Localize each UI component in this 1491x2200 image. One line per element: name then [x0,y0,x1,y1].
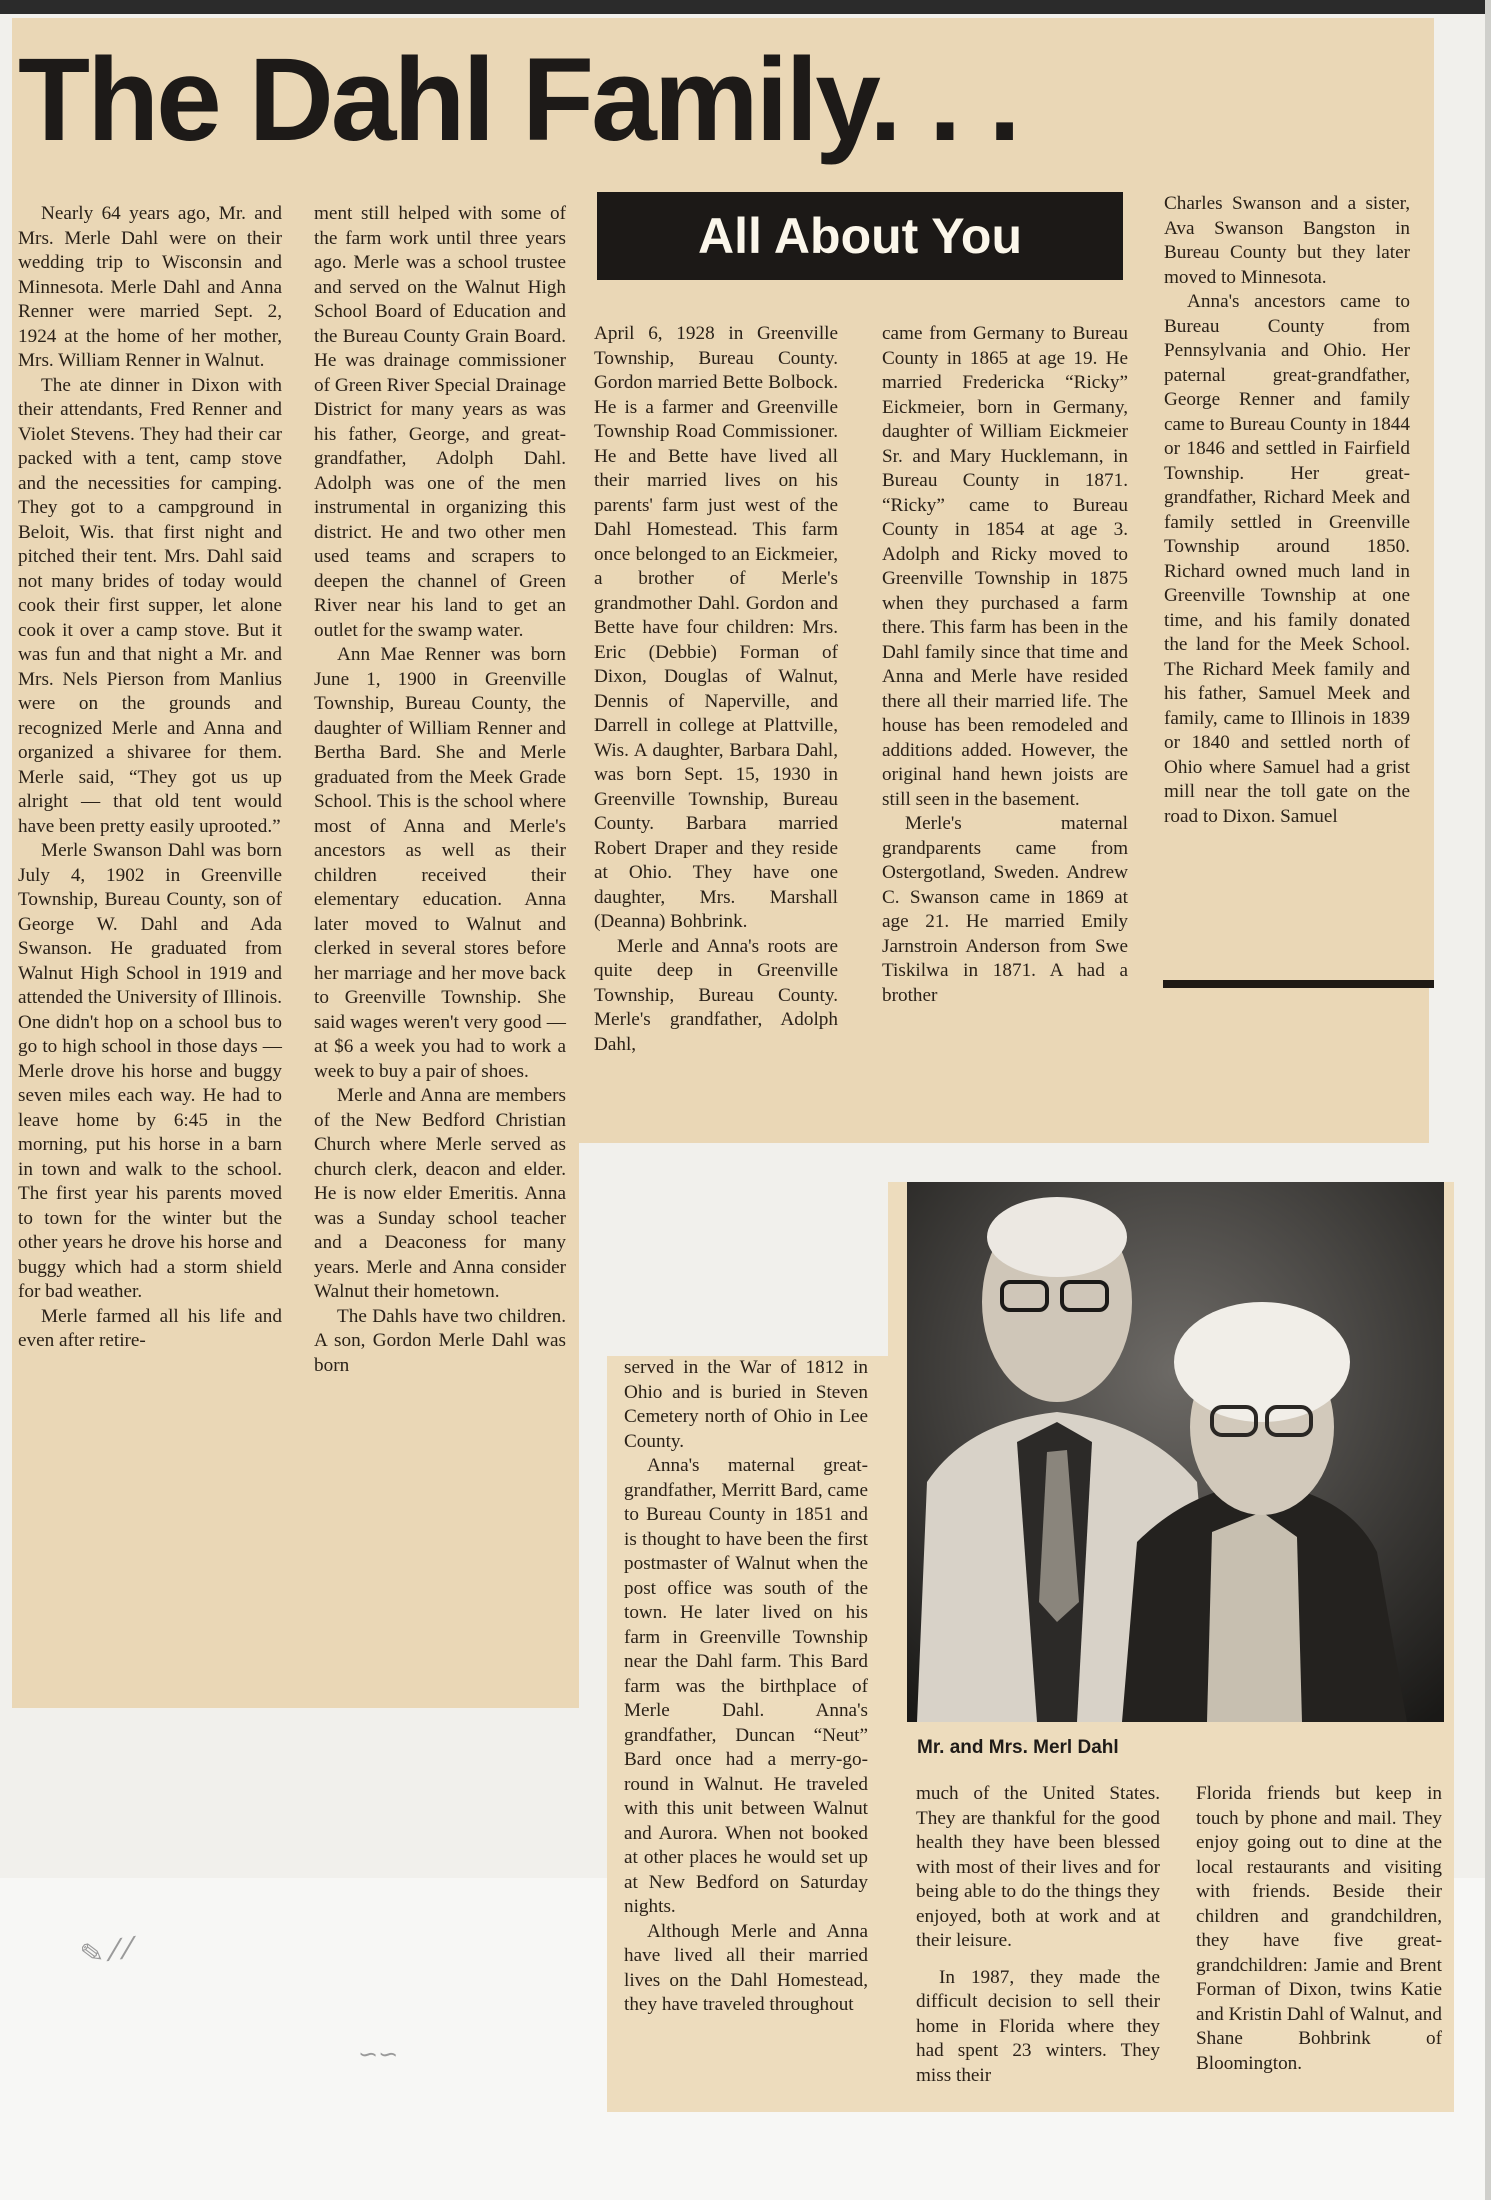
clipping-edge-rule [1163,980,1434,988]
paragraph: April 6, 1928 in Greenville Township, Bureau County. Gordon married Bette Bolbock. He is a farmer and Greenville Township Road Commissioner. He and Bette have lived all their married lives on his parents' farm just west of the Dahl Homestead. This farm once belonged to an Eickmeier, a brother of Merle's grandmother Dahl. Gordon and Bette have four children: Mrs. Eric (Debbie) Forman of Dixon, Douglas of Walnut, Dennis of Naperville, and Darrell in college at Plattville, Wis. A daughter, Barbara Dahl, was born Sept. 15, 1930 in Greenville Township, Bureau County. Barbara married Robert Draper and they reside at Ohio. They have one daughter, Mrs. Marshall (Deanna) Bohbrink. [594,323,838,932]
paragraph: Merle and Anna's roots are quite deep in Greenville Township, Bureau County. Merle's grandfather, Adolph Dahl, [594,935,838,1055]
headline: The Dahl Family. . . [18,34,1019,166]
couple-photo [907,1182,1444,1722]
pencil-scribble: ✎ ⁄ ⁄ [77,1931,133,1972]
photo-image [907,1182,1444,1722]
column-8 [1196,1782,1442,2076]
paragraph: ment still helped with some of the farm work until three years ago. Merle was a school trustee and served on the Walnut High School Board of Education and the Bureau County Grain Board. He was drainage commissioner of Green River Special Drainage District for many years as was his father, George, and great-grandfather, Adolph Dahl. Adolph was one of the men instrumental in organizing this district. He and two other men used teams and scrapers to deepen the channel of Green River near his land to get an outlet for the swamp water. [314,203,566,641]
paragraph: Anna's maternal great-grandfather, Merritt Bard, came to Bureau County in 1851 and is thought to have been the first postmaster of Walnut when the post office was south of the town. He later lived on his farm in Greenville Township near the Dahl farm. This Bard farm was the birthplace of Merle Dahl. Anna's grandfather, Duncan “Neut” Bard once had a merry-go-round in Walnut. He traveled with this unit between Walnut and Aurora. When not booked at other places he would set up at New Bedford on Saturday nights. [624,1455,868,1917]
paragraph: Florida friends but keep in touch by phone and mail. They enjoy going out to dine at the local restaurants and visiting with friends. Beside their children and grandchildren, they have five great-grandchildren: Jamie and Brent Forman of Dixon, twins Katie and Kristin Dahl of Walnut, and Shane Bohbrink of Bloomington. [1196,1783,1442,2074]
paragraph: The ate dinner in Dixon with their attendants, Fred Renner and Violet Stevens. They had their car packed with a tent, camp stove and the necessities for camping. They got to a campground in Beloit, Wis. that first night and pitched their tent. Mrs. Dahl said not many brides of today would cook their first supper, let alone cook it over a camp stove. But it was fun and that night a Mr. and Mrs. Nels Pierson from Manlius were on the grounds and recognized Merle and Anna and organized a shivaree for them. Merle said, “They got us up alright — that old tent would have been pretty easily uprooted.” [18,374,282,837]
column-2 [314,202,566,1378]
column-7 [916,1782,1160,2088]
paragraph: Merle's maternal grandparents came from Ostergotland, Sweden. Andrew C. Swanson came in 1869 at age 21. He married Emily Jarnstroin Anderson from Swe Tiskilwa in 1871. A had a brother [882,813,1128,1006]
pencil-scribble: ∽∽ [358,2040,399,2068]
paragraph: Although Merle and Anna have lived all their married lives on the Dahl Homestead, they have traveled throughout [624,1920,868,2015]
paragraph: The Dahls have two children. A son, Gordon Merle Dahl was born [314,1305,566,1376]
paragraph: came from Germany to Bureau County in 1865 at age 19. He married Fredericka “Ricky” Eickmeier, born in Germany, daughter of William Eickmeier Sr. and Mary Hucklemann, in Bureau County in 1871. “Ricky” came to Bureau County in 1854 at age 3. Adolph and Ricky moved to Greenville Township in 1875 when they purchased a farm there. This farm has been in the Dahl family since that time and Anna and Merle have resided there all their married life. The house has been remodeled and additions added. However, the original hand hewn joists are still seen in the basement. [882,323,1128,810]
scanner-top-edge [0,0,1491,14]
column-6 [624,1356,868,2018]
paragraph: Anna's ancestors came to Bureau County from Pennsylvania and Ohio. Her paternal great-grandfather, George Renner and family came to Bureau County in 1844 or 1846 and settled in Fairfield Township. Her great-grandfather, Richard Meek and family settled in Greenville Township around 1850. Richard owned much land in Greenville Township at one time, and his family donated the land for the Meek School. The Richard Meek family and his father, Samuel Meek and family, came to Illinois in 1839 or 1840 and settled north of Ohio where Samuel had a grist mill near the toll gate on the road to Dixon. Samuel [1164,291,1410,827]
paragraph: Merle and Anna are members of the New Bedford Christian Church where Merle served as church clerk, deacon and elder. He is now elder Emeritis. Anna was a Sunday school teacher and a Deaconess for many years. Merle and Anna consider Walnut their hometown. [314,1085,566,1302]
paragraph: In 1987, they made the difficult decision to sell their home in Florida where they had spent 23 winters. They miss their [916,1966,1160,2086]
column-5 [1164,192,1410,829]
column-3 [594,322,838,1057]
paragraph: much of the United States. They are thankful for the good health they have been blessed with most of their lives and for being able to do the things they enjoyed, both at work and at their leisure. [916,1783,1160,1951]
column-1 [18,202,282,1354]
paragraph: Charles Swanson and a sister, Ava Swanson Bangston in Bureau County but they later moved to Minnesota. [1164,193,1410,288]
paragraph: Nearly 64 years ago, Mr. and Mrs. Merle Dahl were on their wedding trip to Wisconsin and Minnesota. Merle Dahl and Anna Renner were married Sept. 2, 1924 at the home of her mother, Mrs. William Renner in Walnut. [18,203,282,371]
paragraph: Ann Mae Renner was born June 1, 1900 in Greenville Township, Bureau County, the daughter of William Renner and Bertha Bard. She and Merle graduated from the Meek Grade School. This is the school where most of Anna and Merle's ancestors as well as their children received their elementary education. Anna later moved to Walnut and clerked in several stores before her marriage and her move back to Greenville Township. She said wages weren't very good — at $6 a week you had to work a week to buy a pair of shoes. [314,644,566,1082]
paragraph: served in the War of 1812 in Ohio and is buried in Steven Cemetery north of Ohio in Lee County. [624,1357,868,1452]
paragraph: Merle farmed all his life and even after retire- [18,1305,282,1351]
paragraph: Merle Swanson Dahl was born July 4, 1902 in Greenville Township, Bureau County, son of George W. Dahl and Ada Swanson. He graduated from Walnut High School in 1919 and attended the University of Illinois. One didn't hop on a school bus to go to high school in those days — Merle drove his horse and buggy seven miles each way. He had to leave home by 6:45 in the morning, put his horse in a barn in town and walk to the school. The first year his parents moved to town for the winter but the other years he drove his horse and buggy which had a storm shield for bad weather. [18,840,282,1302]
photo-caption: Mr. and Mrs. Merl Dahl [917,1737,1119,1758]
scanner-right-edge [1485,0,1491,2200]
section-banner: All About You [597,192,1123,280]
column-4 [882,322,1128,1008]
